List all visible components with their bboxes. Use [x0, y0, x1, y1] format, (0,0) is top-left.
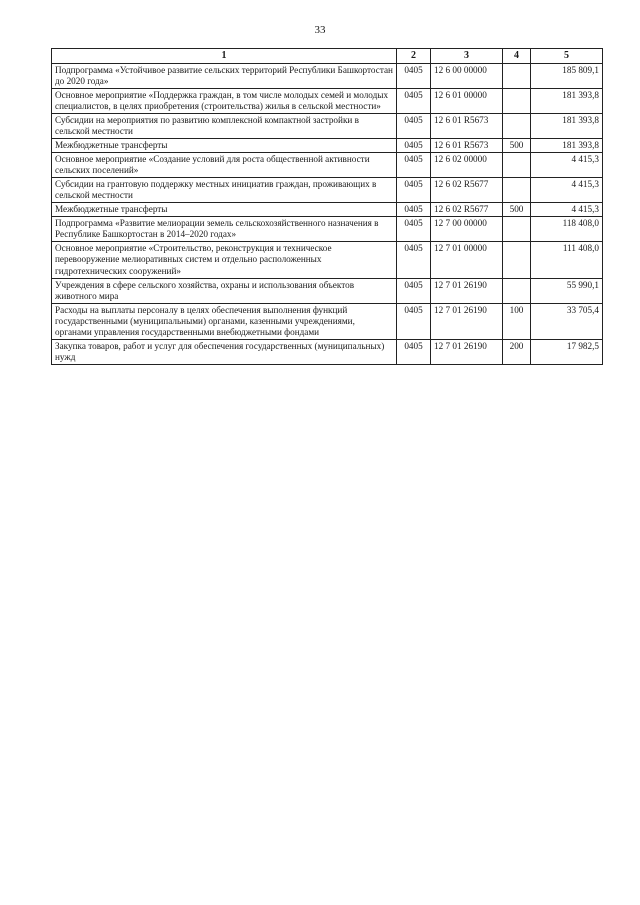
page-number: 33 — [314, 24, 326, 36]
cell-target: 12 6 01 00000 — [431, 89, 503, 114]
table-header-row — [52, 49, 603, 64]
cell-name: Основное мероприятие «Строительство, реконструкция и техническое перевооружение мелиоративных систем и отдельно расположенных гидротехнических сооружений» — [52, 242, 397, 278]
cell-amount: 111 408,0 — [531, 242, 603, 278]
cell-target: 12 6 01 R5673 — [431, 114, 503, 139]
cell-target: 12 7 01 00000 — [431, 242, 503, 278]
cell-target: 12 6 02 R5677 — [431, 203, 503, 217]
cell-amount: 181 393,8 — [531, 89, 603, 114]
column-header-type: 4 — [503, 49, 531, 64]
cell-target: 12 6 01 R5673 — [431, 139, 503, 153]
column-header-name: 1 — [52, 49, 397, 64]
cell-type — [503, 217, 531, 242]
table-row — [52, 303, 603, 339]
cell-name: Основное мероприятие «Поддержка граждан, в том числе молодых семей и молодых специалистов, в целях приобретения (строительства) жилья в сельской местности» — [52, 89, 397, 114]
table-row — [52, 89, 603, 114]
cell-section: 0405 — [397, 64, 431, 89]
table-row — [52, 64, 603, 89]
cell-amount: 4 415,3 — [531, 178, 603, 203]
cell-target: 12 7 01 26190 — [431, 278, 503, 303]
cell-amount: 55 990,1 — [531, 278, 603, 303]
cell-amount: 17 982,5 — [531, 339, 603, 364]
table-row — [52, 203, 603, 217]
cell-section: 0405 — [397, 178, 431, 203]
cell-section: 0405 — [397, 278, 431, 303]
cell-section: 0405 — [397, 153, 431, 178]
cell-section: 0405 — [397, 89, 431, 114]
cell-section: 0405 — [397, 114, 431, 139]
cell-section: 0405 — [397, 242, 431, 278]
cell-name: Расходы на выплаты персоналу в целях обеспечения выполнения функций государственными (муниципальными) органами, казенными учреждениями, органами управления государственными внебюджетными фондами — [52, 303, 397, 339]
table-row — [52, 242, 603, 278]
cell-section: 0405 — [397, 303, 431, 339]
table-row — [52, 139, 603, 153]
cell-section: 0405 — [397, 339, 431, 364]
cell-name: Основное мероприятие «Создание условий для роста общественной активности сельских поселений» — [52, 153, 397, 178]
cell-name: Учреждения в сфере сельского хозяйства, охраны и использования объектов животного мира — [52, 278, 397, 303]
cell-name: Субсидии на мероприятия по развитию комплексной компактной застройки в сельской местности — [52, 114, 397, 139]
cell-amount: 181 393,8 — [531, 139, 603, 153]
cell-type — [503, 114, 531, 139]
cell-name: Межбюджетные трансферты — [52, 139, 397, 153]
cell-type: 500 — [503, 139, 531, 153]
cell-name: Закупка товаров, работ и услуг для обеспечения государственных (муниципальных) нужд — [52, 339, 397, 364]
cell-type: 100 — [503, 303, 531, 339]
cell-type — [503, 242, 531, 278]
cell-type — [503, 178, 531, 203]
column-header-amount: 5 — [531, 49, 603, 64]
cell-target: 12 7 00 00000 — [431, 217, 503, 242]
table-body — [52, 64, 603, 365]
cell-type: 200 — [503, 339, 531, 364]
column-header-section: 2 — [397, 49, 431, 64]
table-row — [52, 339, 603, 364]
cell-amount: 185 809,1 — [531, 64, 603, 89]
cell-type: 500 — [503, 203, 531, 217]
cell-type — [503, 64, 531, 89]
budget-table — [51, 48, 603, 365]
cell-type — [503, 278, 531, 303]
cell-amount: 33 705,4 — [531, 303, 603, 339]
cell-type — [503, 153, 531, 178]
table-row — [52, 178, 603, 203]
cell-section: 0405 — [397, 217, 431, 242]
table-row — [52, 114, 603, 139]
cell-section: 0405 — [397, 203, 431, 217]
cell-amount: 4 415,3 — [531, 203, 603, 217]
table-row — [52, 153, 603, 178]
table-row — [52, 278, 603, 303]
cell-type — [503, 89, 531, 114]
cell-name: Подпрограмма «Устойчивое развитие сельских территорий Республики Башкортостан до 2020 года» — [52, 64, 397, 89]
table-row — [52, 217, 603, 242]
cell-name: Субсидии на грантовую поддержку местных инициатив граждан, проживающих в сельской местности — [52, 178, 397, 203]
column-header-target: 3 — [431, 49, 503, 64]
cell-target: 12 6 02 00000 — [431, 153, 503, 178]
cell-name: Подпрограмма «Развитие мелиорации земель сельскохозяйственного назначения в Республике Башкортостан в 2014–2020 годах» — [52, 217, 397, 242]
cell-section: 0405 — [397, 139, 431, 153]
cell-amount: 118 408,0 — [531, 217, 603, 242]
cell-amount: 181 393,8 — [531, 114, 603, 139]
cell-target: 12 7 01 26190 — [431, 339, 503, 364]
cell-amount: 4 415,3 — [531, 153, 603, 178]
cell-name: Межбюджетные трансферты — [52, 203, 397, 217]
cell-target: 12 6 02 R5677 — [431, 178, 503, 203]
cell-target: 12 6 00 00000 — [431, 64, 503, 89]
cell-target: 12 7 01 26190 — [431, 303, 503, 339]
